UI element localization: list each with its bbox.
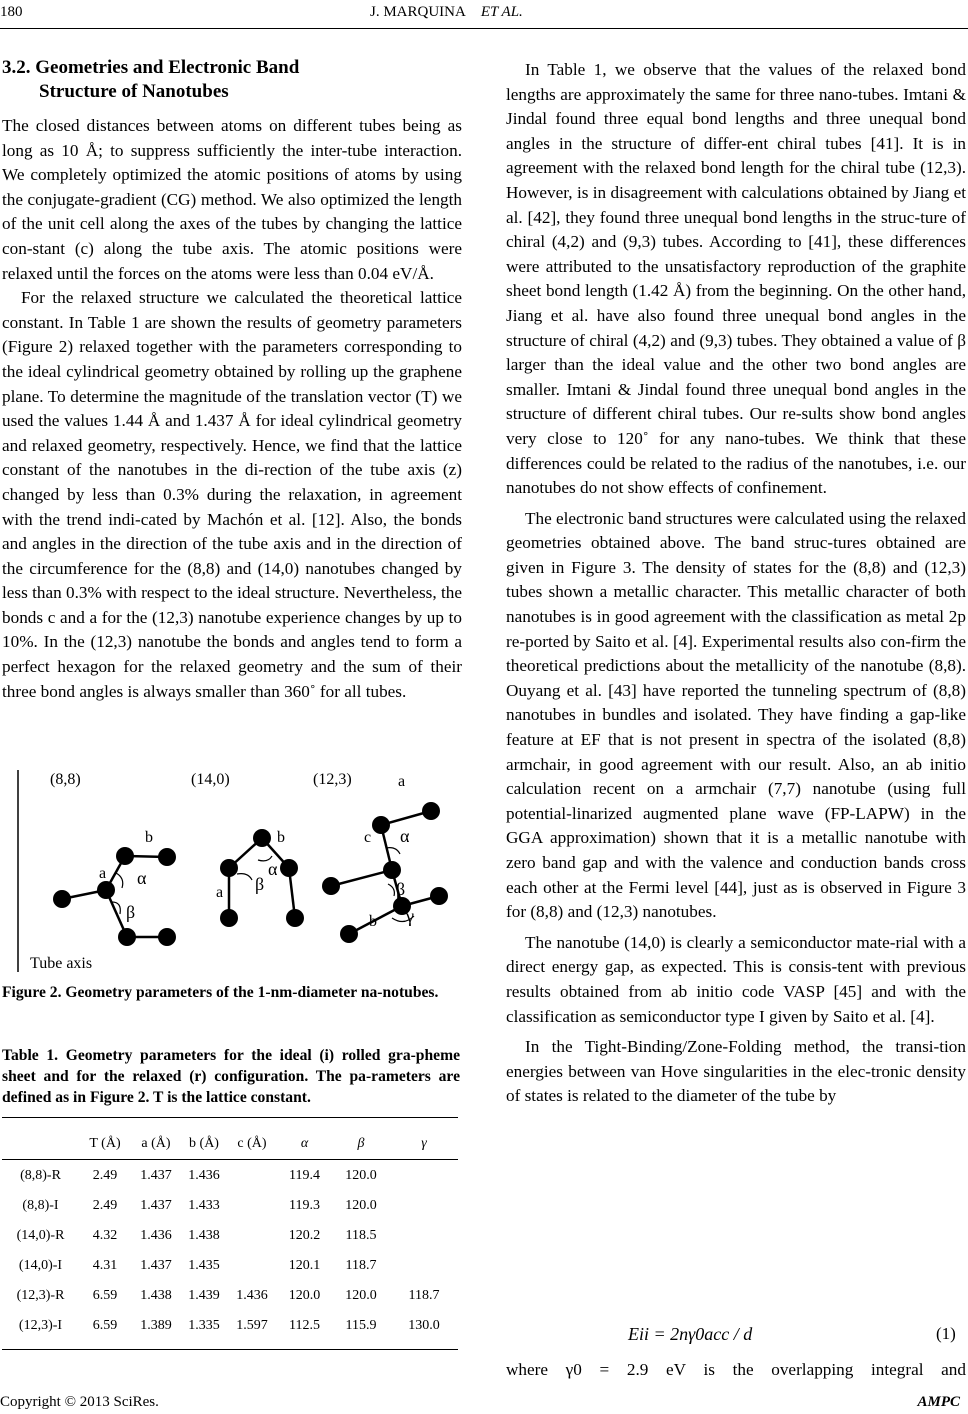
- section-title: [2, 56, 462, 104]
- left-column: [2, 56, 462, 704]
- running-title-etal: ET AL.: [480, 4, 523, 20]
- panel-12-3: [313, 771, 448, 943]
- col-header-T: T (Å): [89, 1136, 121, 1151]
- table-header-row: [2, 1129, 458, 1160]
- section-title-line2: Structure of Nanotubes: [39, 81, 229, 102]
- col-header-c: c (Å): [237, 1136, 267, 1151]
- svg-text:b: b: [277, 829, 285, 846]
- right-last-line: where γ0 = 2.9 eV is the overlapping integral and: [506, 1360, 966, 1379]
- svg-text:α: α: [137, 868, 147, 888]
- table-top-rule: [2, 1117, 458, 1118]
- svg-text:b: b: [145, 829, 153, 846]
- table-row: (14,0)-I 4.31 1.437 1.435 120.1 118.7: [18, 1258, 377, 1273]
- panel-label-8-8: (8,8): [50, 771, 81, 788]
- panel-8-8: [50, 771, 176, 946]
- table-row: (14,0)-R 4.32 1.436 1.438 120.2 118.5: [16, 1228, 377, 1243]
- col-header-beta: β: [357, 1136, 365, 1151]
- equation-1: Eii = 2nγ0acc / d: [628, 1324, 753, 1344]
- svg-text:a: a: [398, 773, 406, 790]
- section-title-line1: 3.2. Geometries and Electronic Band: [2, 57, 300, 78]
- running-title: [370, 4, 523, 21]
- right-paragraph-3: The nanotube (14,0) is clearly a semiconductor mate-rial with a direct energy gap, as expected. This is consis-tent with previous results obtained from ab initio code VASP [45] and with the classification as semiconductor type I given by Saito et al. [4].: [506, 932, 966, 1026]
- table-row: (12,3)-R 6.59 1.438 1.439 1.436 120.0 120.0 118.7: [16, 1288, 440, 1303]
- svg-text:a: a: [216, 884, 224, 901]
- col-header-a: a (Å): [141, 1136, 171, 1151]
- svg-text:β: β: [255, 874, 265, 894]
- svg-text:β: β: [126, 902, 136, 922]
- panel-label-12-3: (12,3): [313, 771, 352, 788]
- col-header-gamma: γ: [421, 1136, 427, 1151]
- journal-name: AMPC: [917, 1394, 960, 1410]
- table-1-caption: Table 1. Geometry parameters for the ideal (i) rolled gra-pheme sheet and for the relaxed (r) configuration. The pa-rameters are defined as in Figure 2. T is the lattice constant.: [2, 1047, 460, 1106]
- tube-axis-label: Tube axis: [30, 955, 93, 972]
- copyright: Copyright © 2013 SciRes.: [0, 1394, 159, 1410]
- right-paragraph-1: In Table 1, we observe that the values of the relaxed bond lengths are approximately the same for three nano-tubes. Imtani & Jindal found three equal bond lengths and three unequal bond angles in the structure of differ-ent chiral tubes [41]. It is in agreement with the relaxed bond length for the chiral tube (12,3). However, is in disagreement with calculations obtained by Jiang et al. [42], they found three unequal bond lengths in the struc-ture of chiral (4,2) and (9,3) tubes. According to [41], these differences were attributed to the unsatisfactory reproduction of the graphite sheet bond length (1.42 Å) from the beginning. On the other hand, Jiang et al. have also found three unequal bond angles in the structure of chiral (4,2) and (9,3) tubes. They obtained a value of β larger than the ideal value and the other two bond angles are smaller. Imtani & Jindal found three unequal bond angles in the structure of different chiral tubes. Our re-sults show bond angles very close to 120˚ for any nano-tubes. We think that these differences could be related to the radius of the nanotubes, i.e. our nanotubes do not show effects of confinement.: [506, 60, 966, 498]
- svg-text:c: c: [364, 829, 372, 846]
- svg-text:b: b: [369, 913, 377, 930]
- right-paragraph-4: In the Tight-Binding/Zone-Folding method, the transi-tion energies between van Hove singularities in the elec-tronic density of states is related to the diameter of the tube by: [506, 1037, 966, 1106]
- svg-text:α: α: [268, 859, 278, 879]
- table-row: (8,8)-R 2.49 1.437 1.436 119.4 120.0: [20, 1168, 377, 1183]
- table-bottom-rule: [2, 1349, 458, 1350]
- panel-14-0: [191, 771, 304, 927]
- table-row: (8,8)-I 2.49 1.437 1.433 119.3 120.0: [22, 1198, 377, 1213]
- col-header-alpha: α: [300, 1136, 309, 1151]
- page-number: 180: [0, 4, 23, 20]
- left-paragraph-2: For the relaxed structure we calculated the theoretical lattice constant. In Table 1 are shown the results of geometry parameters (Figure 2) relaxed together with the parameters corresponding to the ideal cylindrical geometry obtained by rolling up the graphene plane. To determine the magnitude of the translation vector (T) we used the values 1.44 Å and 1.437 Å for ideal cylindrical geometry and relaxed geometry, respectively. Hence, we find that the lattice constant of the nanotubes in the di-rection of the tube axis (z) changed by less than 0.3% during the relaxation, in agreement with the trend indi-cated by Machón et al. [12]. Also, the bonds and angles in the direction of the tube axis and in the direction of the circumference for the (8,8) and (14,0) nanotubes changed by less than 0.3% with respect to the ideal structure. Nevertheless, the bonds c and a for the (12,3) nanotube experience changes by up to 10%. In the (12,3) nanotube the bonds and angles tend to form a perfect hexagon for the relaxed geometry and the sum of their three bond angles is always smaller than 360˚ for all tubes.: [2, 288, 462, 701]
- svg-text:γ: γ: [406, 906, 414, 926]
- table-row: (12,3)-I 6.59 1.389 1.335 1.597 112.5 115.9 130.0: [18, 1318, 440, 1333]
- equation-number: (1): [936, 1324, 956, 1343]
- right-paragraph-2: The electronic band structures were calculated using the relaxed geometries obtained above. The band struc-tures obtained are given in Figure 3. The density of states for the (8,8) and (12,3) tubes shown a metallic character. This metallic character of both nanotubes is in good agreement with the classification as metal 2p re-ported by Saito et al. [4]. Experimental results also con-firm the theoretical predictions about the metallicity of the nanotube (8,8). Ouyang et al. [43] have reported the tunneling spectrum of (8,8) nanotubes in bundles and isolated. They have finding a gap-like feature at EF that is not present in spectra of the isolated (8,8) armchair, in good agreement with our result. Also, an ab initio calculation recent on a armchair (7,7) nanotube (using full potential-linarized augmented plane wave (FP-LAPW) in the GGA approximation) shown that it is a metallic nanotube with zero band gap and with the valence and conduction bands cross each other at the Fermi level [44], just as is observed in Figure 3 for (8,8) and (12,3) nanotubes.: [506, 508, 966, 922]
- running-title-authors: J. MARQUINA: [370, 4, 466, 20]
- table-1: [2, 1129, 458, 1341]
- figure-2-caption: Figure 2. Geometry parameters of the 1-nm-diameter na-notubes.: [2, 984, 439, 1001]
- svg-text:β: β: [396, 879, 406, 899]
- panel-label-14-0: (14,0): [191, 771, 230, 788]
- svg-text:α: α: [400, 826, 410, 846]
- svg-text:a: a: [99, 865, 107, 882]
- right-column: [506, 58, 966, 1109]
- header-rule: [0, 28, 968, 29]
- left-paragraph-1: The closed distances between atoms on different tubes being as long as 10 Å; to suppress sufficiently the inter-tube interaction. We completely optimized the atomic positions of atoms by using the conjugate-gradient (CG) method. We also optimized the length of the unit cell along the axes of the tubes by changing the lattice con-stant (c) along the tube axis. The atomic positions were relaxed until the forces on the atoms were less than 0.04 eV/Å.: [2, 116, 462, 283]
- col-header-b: b (Å): [189, 1136, 219, 1151]
- figure-2: [0, 760, 462, 976]
